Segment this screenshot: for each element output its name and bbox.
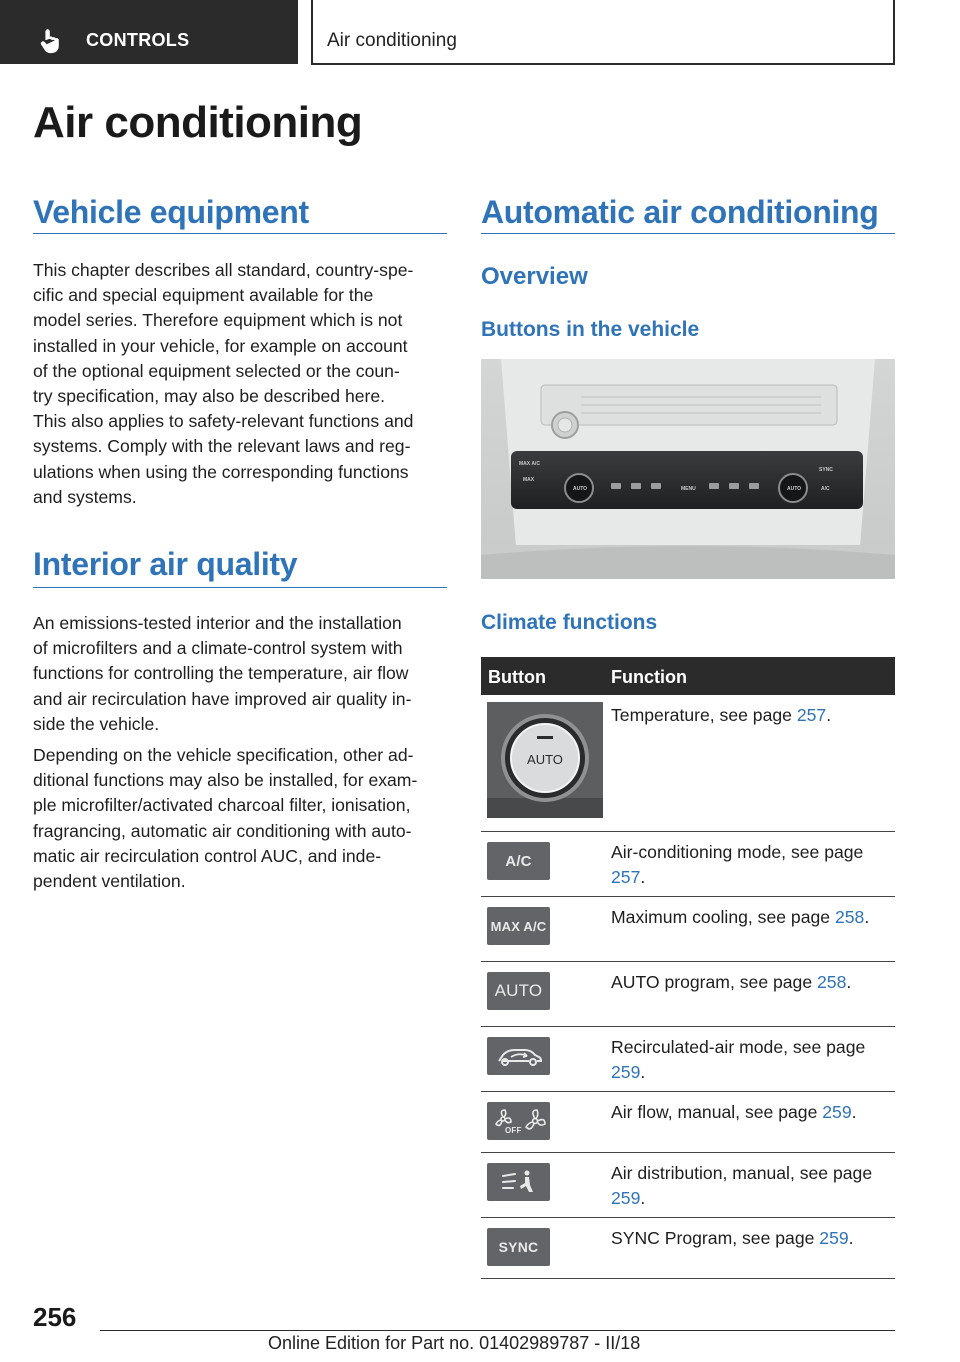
text-line: This chapter describes all standard, country-spe- xyxy=(33,260,414,280)
panel-label-sync: SYNC xyxy=(819,467,833,473)
chapter-breadcrumb: Air conditioning xyxy=(327,30,457,51)
air-distribution-icon xyxy=(487,1163,550,1201)
heading-buttons-in-vehicle: Buttons in the vehicle xyxy=(481,318,700,341)
function-description xyxy=(611,1035,891,1085)
vehicle-equipment-paragraph xyxy=(33,258,449,510)
table-row xyxy=(481,897,895,962)
page-link[interactable]: 259 xyxy=(611,1062,641,1082)
function-text-tail: . xyxy=(640,1188,646,1208)
text-line: ple microfilter/activated charcoal filter, ionisation, xyxy=(33,795,411,816)
panel-label-max: MAX xyxy=(523,477,535,483)
text-line: model series. Therefore equipment which is not xyxy=(33,310,403,331)
sync-button-icon: SYNC xyxy=(487,1228,550,1266)
text-line: side the vehicle. xyxy=(33,713,160,734)
function-description xyxy=(611,703,891,728)
heading-overview: Overview xyxy=(481,263,588,290)
function-text: Air-conditioning mode, see page xyxy=(611,842,864,862)
max-ac-button-icon: MAX A/C xyxy=(487,907,550,945)
panel-label-auto-right: AUTO xyxy=(787,486,802,492)
function-text: Air distribution, manual, see page xyxy=(611,1163,873,1183)
page-link[interactable]: 259 xyxy=(819,1228,849,1248)
text-line: installed in your vehicle, for example on account xyxy=(33,335,408,356)
function-text: AUTO program, see page xyxy=(611,972,818,992)
function-text-tail: . xyxy=(640,867,646,887)
page-link[interactable]: 259 xyxy=(822,1102,852,1122)
text-line: functions for controlling the temperature, air flow xyxy=(33,663,409,684)
climate-functions-table xyxy=(481,657,895,1279)
text-line: ulations when using the corresponding functions xyxy=(33,461,409,482)
hand-pointer-icon xyxy=(38,28,64,54)
heading-rule xyxy=(481,233,895,234)
function-text-tail: . xyxy=(864,907,870,927)
panel-label-auto-left: AUTO xyxy=(573,486,588,492)
text-line: Depending on the vehicle specification, other ad- xyxy=(33,745,414,765)
panel-label-max-ac: MAX A/C xyxy=(519,461,540,467)
function-text: Recirculated-air mode, see page xyxy=(611,1037,866,1057)
knob-auto-label: AUTO xyxy=(527,752,563,767)
page-link[interactable]: 258 xyxy=(817,972,847,992)
table-row xyxy=(481,1218,895,1279)
table-header xyxy=(481,657,895,695)
table-row xyxy=(481,1027,895,1092)
text-line: matic air recirculation control AUC, and inde- xyxy=(33,845,382,866)
ac-button-icon: A/C xyxy=(487,842,550,880)
fan-off-icon xyxy=(487,1102,550,1140)
text-line: try specification, may also be described here. xyxy=(33,386,386,407)
auto-button-icon: AUTO xyxy=(487,972,550,1010)
temperature-knob-icon xyxy=(487,702,603,818)
function-text: Air flow, manual, see page xyxy=(611,1102,823,1122)
function-description xyxy=(611,1161,891,1211)
interior-air-paragraph-2 xyxy=(33,743,449,894)
text-line: cific and special equipment available for the xyxy=(33,285,374,306)
panel-label-menu: MENU xyxy=(681,486,696,492)
function-text: Maximum cooling, see page xyxy=(611,907,835,927)
page-link[interactable]: 259 xyxy=(611,1188,641,1208)
header-bottom-rule xyxy=(311,63,895,65)
text-line: pendent ventilation. xyxy=(33,871,186,892)
function-description xyxy=(611,1100,891,1125)
heading-rule xyxy=(33,587,447,588)
header-right-rule xyxy=(893,0,895,64)
function-description xyxy=(611,970,891,995)
page-link[interactable]: 258 xyxy=(834,907,865,927)
heading-interior-air-quality: Interior air quality xyxy=(33,546,298,582)
column-header-button: Button xyxy=(488,667,546,687)
function-description xyxy=(611,840,891,890)
function-text-tail: . xyxy=(851,1102,857,1122)
section-tab xyxy=(0,0,298,64)
heading-vehicle-equipment: Vehicle equipment xyxy=(33,194,309,230)
header-divider xyxy=(311,0,313,64)
text-line: of the optional equipment selected or the coun- xyxy=(33,360,400,381)
page-link[interactable]: 257 xyxy=(796,705,827,725)
table-row xyxy=(481,832,895,897)
column-header-function: Function xyxy=(611,667,687,687)
fan-off-label: OFF xyxy=(504,1126,522,1135)
page-link[interactable]: 257 xyxy=(611,867,641,887)
text-line: This also applies to safety-relevant functions and xyxy=(33,411,414,432)
text-line: ditional functions may also be installed, for exam- xyxy=(33,770,418,791)
heading-climate-functions: Climate functions xyxy=(481,611,658,634)
function-text-tail: . xyxy=(640,1062,646,1082)
recirculation-icon xyxy=(487,1037,550,1075)
panel-label-ac: A/C xyxy=(821,486,830,492)
function-text: SYNC Program, see page xyxy=(611,1228,820,1248)
table-row xyxy=(481,1153,895,1218)
page-number: 256 xyxy=(33,1302,77,1332)
vehicle-climate-panel-image xyxy=(481,359,895,579)
function-text-tail: . xyxy=(846,972,852,992)
function-text: Temperature, see page xyxy=(611,705,797,725)
interior-air-paragraph-1 xyxy=(33,611,449,737)
table-row xyxy=(481,1092,895,1153)
function-description xyxy=(611,905,891,930)
text-line: fragrancing, automatic air conditioning with auto- xyxy=(33,820,412,841)
function-text-tail: . xyxy=(848,1228,854,1248)
text-line: An emissions-tested interior and the installation xyxy=(33,613,402,633)
heading-automatic-air-conditioning: Automatic air conditioning xyxy=(481,194,879,230)
page-title: Air conditioning xyxy=(33,98,363,147)
footer-rule xyxy=(100,1330,895,1331)
text-line: systems. Comply with the relevant laws and reg- xyxy=(33,436,411,457)
edition-footer: Online Edition for Part no. 01402989787 - II/18 xyxy=(268,1333,641,1353)
text-line: and systems. xyxy=(33,486,137,507)
table-row xyxy=(481,695,895,832)
heading-rule xyxy=(33,233,447,234)
text-line: and air recirculation have improved air quality in- xyxy=(33,688,412,709)
text-line: of microfilters and a climate-control system with xyxy=(33,638,403,659)
function-description xyxy=(611,1226,891,1251)
function-text-tail: . xyxy=(826,705,832,725)
section-label: CONTROLS xyxy=(86,30,190,50)
table-row xyxy=(481,962,895,1027)
